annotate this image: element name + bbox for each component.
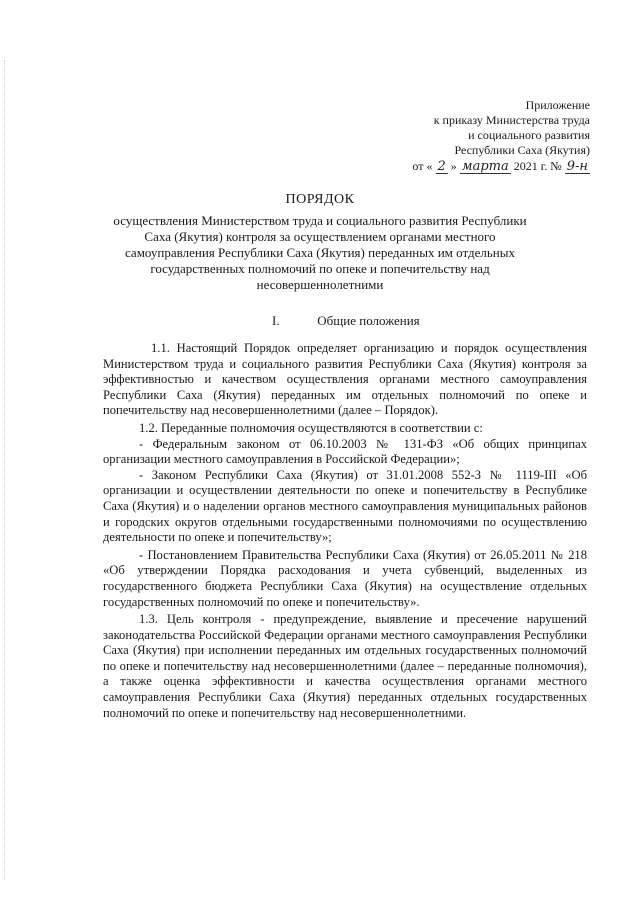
scan-edge-marks xyxy=(4,60,6,880)
handwritten-number: 9-н xyxy=(566,159,588,174)
paragraph-resolution-218: - Постановлением Правительства Республики Саха (Якутия) от 26.05.2011 № 218 «Об утверждении Порядка расходования и учета субвенций, выделенных из государственного бюджета Республики Саха (Якутия) на осуществление отдельных государственных полномочий по опеке и попечительству». xyxy=(103,547,587,609)
order-date-line xyxy=(412,159,590,174)
appendix-header xyxy=(412,98,590,174)
section-number: I. xyxy=(272,313,280,328)
date-mid: » xyxy=(450,159,457,173)
document-body xyxy=(103,341,587,721)
section-heading xyxy=(272,313,420,329)
paragraph-law-131: - Федеральным законом от 06.10.2003 № 131-ФЗ «Об общих принципах организации местного самоуправления в Российской Федерации»; xyxy=(103,436,587,467)
paragraph-1-2: 1.2. Переданные полномочия осуществляются в соответствии с: xyxy=(139,420,483,435)
order-ref-line-1: к приказу Министерства труда xyxy=(433,113,590,127)
paragraph-law-552: - Законом Республики Саха (Якутия) от 31.01.2008 552-З № 1119-III «Об организации и осуществлении деятельности по опеке и попечительству в Республике Саха (Якутия) и о наделении органов местного самоуправления муниципальных районов и городских округов отдельными государственными полномочиями по осуществлению деятельности по опеке и попечительству»; xyxy=(103,467,587,545)
paragraph-1-3: 1.3. Цель контроля - предупреждение, выявление и пресечение нарушений законодательства Российской Федерации органами местного самоуправления Республики Саха (Якутия) при исполнении переданных им отдельных государственных полномочий по опеке и попечительству над несовершеннолетними (далее – переданные полномочия), а также оценка эффективности и качества осуществления органами местного самоуправления Республики Саха (Якутия) переданных отдельных государственных полномочий по опеке и попечительству над несовершеннолетними. xyxy=(103,612,587,720)
order-ref-line-3: Республики Саха (Якутия) xyxy=(454,143,590,157)
paragraph-1-1: 1.1. Настоящий Порядок определяет организацию и порядок осуществления Министерством труда и социального развития Республики Саха (Якутия) контроля за эффективностью и качеством осуществления органами местного самоуправления Республики Саха (Якутия) переданных им отдельных полномочий по опеке и попечительству над несовершеннолетними (далее – Порядок). xyxy=(103,341,587,418)
section-title: Общие положения xyxy=(317,313,420,328)
appendix-label: Приложение xyxy=(525,98,590,112)
document-subtitle: осуществления Министерством труда и социального развития Республики Саха (Якутия) контроля за осуществлением органами местного самоуправления Республики Саха (Якутия) переданных им отдельных государственных полномочий по опеке и попечительству над несовершеннолетними xyxy=(113,213,527,292)
handwritten-day: 2 xyxy=(437,159,446,174)
handwritten-month: марта xyxy=(461,159,509,174)
date-prefix: от « xyxy=(412,159,433,173)
document-title: ПОРЯДОК xyxy=(285,192,355,207)
year-text: 2021 г. № xyxy=(513,159,562,173)
order-ref-line-2: и социального развития xyxy=(468,128,590,142)
